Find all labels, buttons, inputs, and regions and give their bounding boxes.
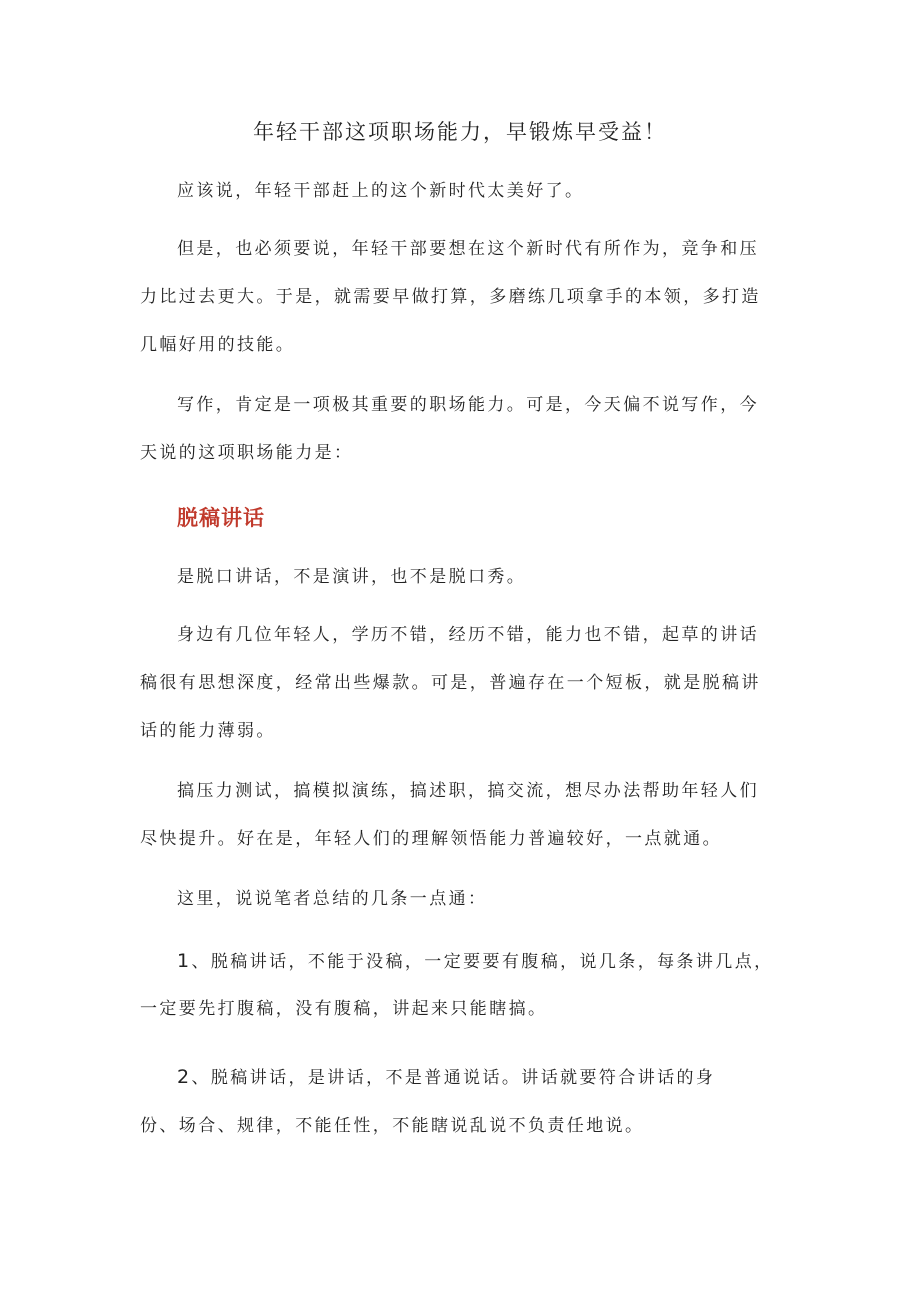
paragraph-4: 是脱口讲话，不是演讲，也不是脱口秀。 (177, 567, 527, 587)
paragraph-3-line-2: 天说的这项职场能力是： (140, 443, 354, 463)
list-item-2-text: 、脱稿讲话，是讲话，不是普通说话。讲话就要符合讲话的身 (191, 1068, 716, 1088)
section-subheading: 脱稿讲话 (177, 506, 265, 530)
list-item-2-line-2: 份、场合、规律，不能任性，不能瞎说乱说不负责任地说。 (140, 1116, 645, 1136)
list-item-1-line-2: 一定要先打腹稿，没有腹稿，讲起来只能瞎搞。 (140, 999, 548, 1019)
list-item-2-number: 2 (177, 1066, 192, 1088)
document-title: 年轻干部这项职场能力，早锻炼早受益！ (253, 120, 667, 144)
list-item-2-line-1 (177, 1053, 715, 1102)
paragraph-6-line-1: 搞压力测试，搞模拟演练，搞述职，搞交流，想尽办法帮助年轻人们 (177, 781, 759, 801)
list-item-1-number: 1 (177, 950, 192, 972)
paragraph-5-line-2: 稿很有思想深度，经常出些爆款。可是，普遍存在一个短板，就是脱稿讲 (140, 673, 761, 693)
list-item-1-text: 、脱稿讲话，不能于没稿，一定要要有腹稿，说几条，每条讲几点， (191, 952, 774, 972)
paragraph-2-line-3: 几幅好用的技能。 (140, 335, 296, 355)
paragraph-2-line-1: 但是，也必须要说，年轻干部要想在这个新时代有所作为，竞争和压 (177, 239, 759, 259)
list-item-1-line-1 (177, 937, 774, 986)
paragraph-2-line-2: 力比过去更大。于是，就需要早做打算，多磨练几项拿手的本领，多打造 (140, 287, 761, 307)
paragraph-6-line-2: 尽快提升。好在是，年轻人们的理解领悟能力普遍较好，一点就通。 (140, 829, 722, 849)
paragraph-5-line-1: 身边有几位年轻人，学历不错，经历不错，能力也不错，起草的讲话 (177, 625, 759, 645)
paragraph-5-line-3: 话的能力薄弱。 (140, 721, 276, 741)
paragraph-intro: 应该说，年轻干部赶上的这个新时代太美好了。 (177, 181, 585, 201)
paragraph-3-line-1: 写作，肯定是一项极其重要的职场能力。可是，今天偏不说写作，今 (177, 395, 759, 415)
paragraph-7: 这里，说说笔者总结的几条一点通： (177, 889, 488, 909)
